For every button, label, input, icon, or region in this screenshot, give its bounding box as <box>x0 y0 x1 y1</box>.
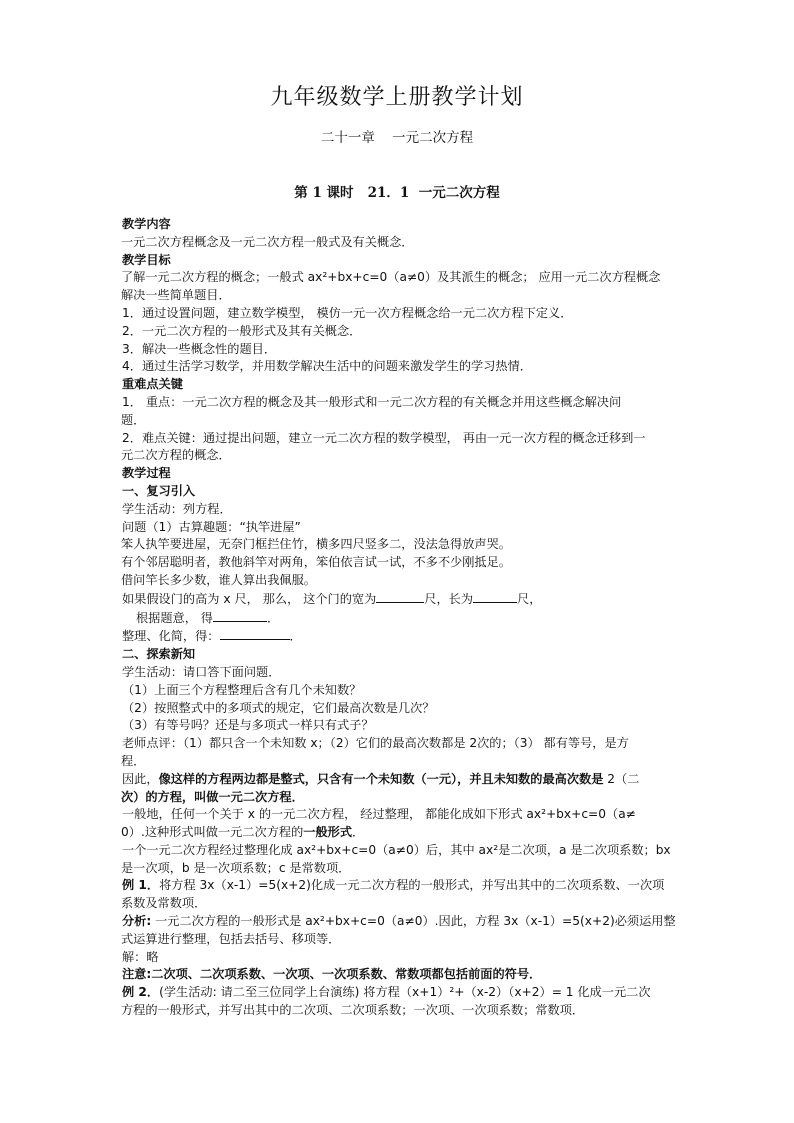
lesson-heading: 第 1 课时 21．1 一元二次方程 <box>294 185 500 201</box>
question-text: 如果假设门的高为 x 尺， 那么， 这个门的宽为 <box>122 591 377 606</box>
paragraph: 元二次方程的概念． <box>121 448 231 463</box>
example-line <box>122 877 722 895</box>
question-text: ． <box>289 629 302 644</box>
paragraph: （2）按照整式中的多项式的规定，它们最高次数是几次？ <box>122 700 435 715</box>
example-label: 例 2． <box>122 985 160 1000</box>
answer-blank <box>376 590 424 603</box>
list-item: 2．一元二次方程的一般形式及其有关概念． <box>122 323 362 338</box>
example-line: 方程的一般形式，并写出其中的二次项、二次项系数；一次项、一次项系数；常数项． <box>121 1003 585 1018</box>
poem-line: 有个邻居聪明者，教他斜竿对两角，笨伯依言试一试，不多不少刚抵足。 <box>121 555 511 570</box>
definition-term: 一般形式 <box>303 825 353 840</box>
paragraph-text: 0）.这种形式叫做一元二次方程的 <box>121 825 304 840</box>
example-line <box>122 984 722 1002</box>
solution-line: 解：略 <box>122 949 159 964</box>
list-item: 2．难点关键：通过提出问题，建立一元二次方程的数学模型， 再由一元一次方程的概念迁移到一 <box>122 430 646 445</box>
paragraph: 是一次项，b 是一次项系数；c 是常数项． <box>121 860 351 875</box>
subsection-heading: 二、探索新知 <box>122 647 196 662</box>
paragraph: 题． <box>121 412 146 427</box>
example-text: (学生活动: 请二至三位同学上台演练) 将方程（x+1）²+（x-2）（x+2）= 1 化成一元二次 <box>159 985 651 1000</box>
example-text: 将方程 3x（x-1）=5(x+2)化成一元二次方程的一般形式，并写出其中的二次项系数、一次项 <box>159 878 665 893</box>
paragraph: 程． <box>121 753 146 768</box>
list-item: 3．解决一些概念性的题目． <box>122 341 277 356</box>
analysis-line <box>122 913 722 931</box>
question-text: 根据题意， 得 <box>136 610 213 625</box>
example-label: 例 1． <box>122 878 160 893</box>
list-item: 1．通过设置问题，建立数学模型， 模仿一元一次方程概念给一元二次方程下定义． <box>122 305 573 320</box>
question-text: ． <box>267 610 280 625</box>
paragraph-text: ． <box>352 825 365 840</box>
paragraph: （3）有等号吗？还是与多项式一样只有式子？ <box>122 718 374 733</box>
definition-line: 次）的方程，叫做一元二次方程． <box>121 789 304 804</box>
paragraph: 一个一元二次方程经过整理化成 ax²+bx+c=0（a≠0）后，其中 ax²是二次项，a 是二次项系数；bx <box>122 842 671 857</box>
subsection-heading: 一、复习引入 <box>122 483 196 498</box>
question-line <box>122 590 722 609</box>
document-body <box>122 216 722 1020</box>
answer-blank <box>220 627 290 640</box>
question-text: 尺，长为 <box>424 591 474 606</box>
paragraph: 解决一些简单题目． <box>121 288 231 303</box>
analysis-line: 式运算进行整理，包括去括号、移项等． <box>121 931 341 946</box>
paragraph: 一元二次方程概念及一元二次方程一般式及有关概念． <box>121 234 414 249</box>
paragraph-text: 2（二 <box>603 771 640 786</box>
question-text: 整理、化简，得： <box>122 629 220 644</box>
document-title: 九年级数学上册教学计划 <box>270 85 524 110</box>
section-heading: 重难点关键 <box>122 377 183 392</box>
paragraph: 学生活动：列方程． <box>122 501 232 516</box>
definition-line <box>122 771 722 789</box>
paragraph: 一般地，任何一个关于 x 的一元二次方程， 经过整理， 都能化成如下形式 ax²+bx+c=0（a≠ <box>122 807 636 822</box>
chapter-heading: 二十一章 一元二次方程 <box>320 130 474 146</box>
analysis-label: 分析: <box>122 914 152 929</box>
section-heading: 教学内容 <box>122 217 171 231</box>
analysis-text: 一元二次方程的一般形式是 ax²+bx+c=0（a≠0）.因此，方程 3x（x-1）=5(x+2)必须运用整 <box>151 914 676 929</box>
paragraph-text: 因此， <box>122 771 159 786</box>
answer-blank <box>473 590 517 603</box>
poem-line: 笨人执竿要进屋，无奈门框拦住竹，横多四尺竖多二，没法急得放声哭。 <box>121 537 511 552</box>
note-line: 注意:二次项、二次项系数、一次项、一次项系数、常数项都包括前面的符号． <box>122 967 542 982</box>
example-line: 系数及常数项． <box>121 896 207 911</box>
paragraph: 问题（1）古算趣题：“执竿进屋” <box>122 519 301 534</box>
section-heading: 教学目标 <box>122 252 171 267</box>
paragraph: 学生活动：请口答下面问题． <box>122 664 281 679</box>
poem-line: 借问竿长多少数，谁人算出我佩服。 <box>121 572 316 587</box>
answer-blank <box>213 609 267 622</box>
paragraph <box>121 824 722 842</box>
paragraph: 老师点评：（1）都只含一个未知数 x；（2）它们的最高次数都是 2次的；（3） 都有等号，是方 <box>122 736 629 751</box>
question-text: 尺， <box>517 591 542 606</box>
section-heading: 教学过程 <box>122 466 171 481</box>
question-line <box>122 627 722 646</box>
list-item: 4．通过生活学习数学，并用数学解决生活中的问题来激发学生的学习热情． <box>122 359 532 374</box>
definition-text: 像这样的方程两边都是整式，只含有一个未知数（一元），并且未知数的最高次数是 <box>158 771 604 786</box>
paragraph: 了解一元二次方程的概念；一般式 ax²+bx+c=0（a≠0）及其派生的概念； 应用一元二次方程概念 <box>121 270 661 285</box>
list-item: 1． 重点：一元二次方程的概念及其一般形式和一元二次方程的有关概念并用这些概念解决问 <box>122 394 622 409</box>
question-line <box>122 609 722 628</box>
paragraph: （1）上面三个方程整理后含有几个未知数？ <box>122 682 362 697</box>
